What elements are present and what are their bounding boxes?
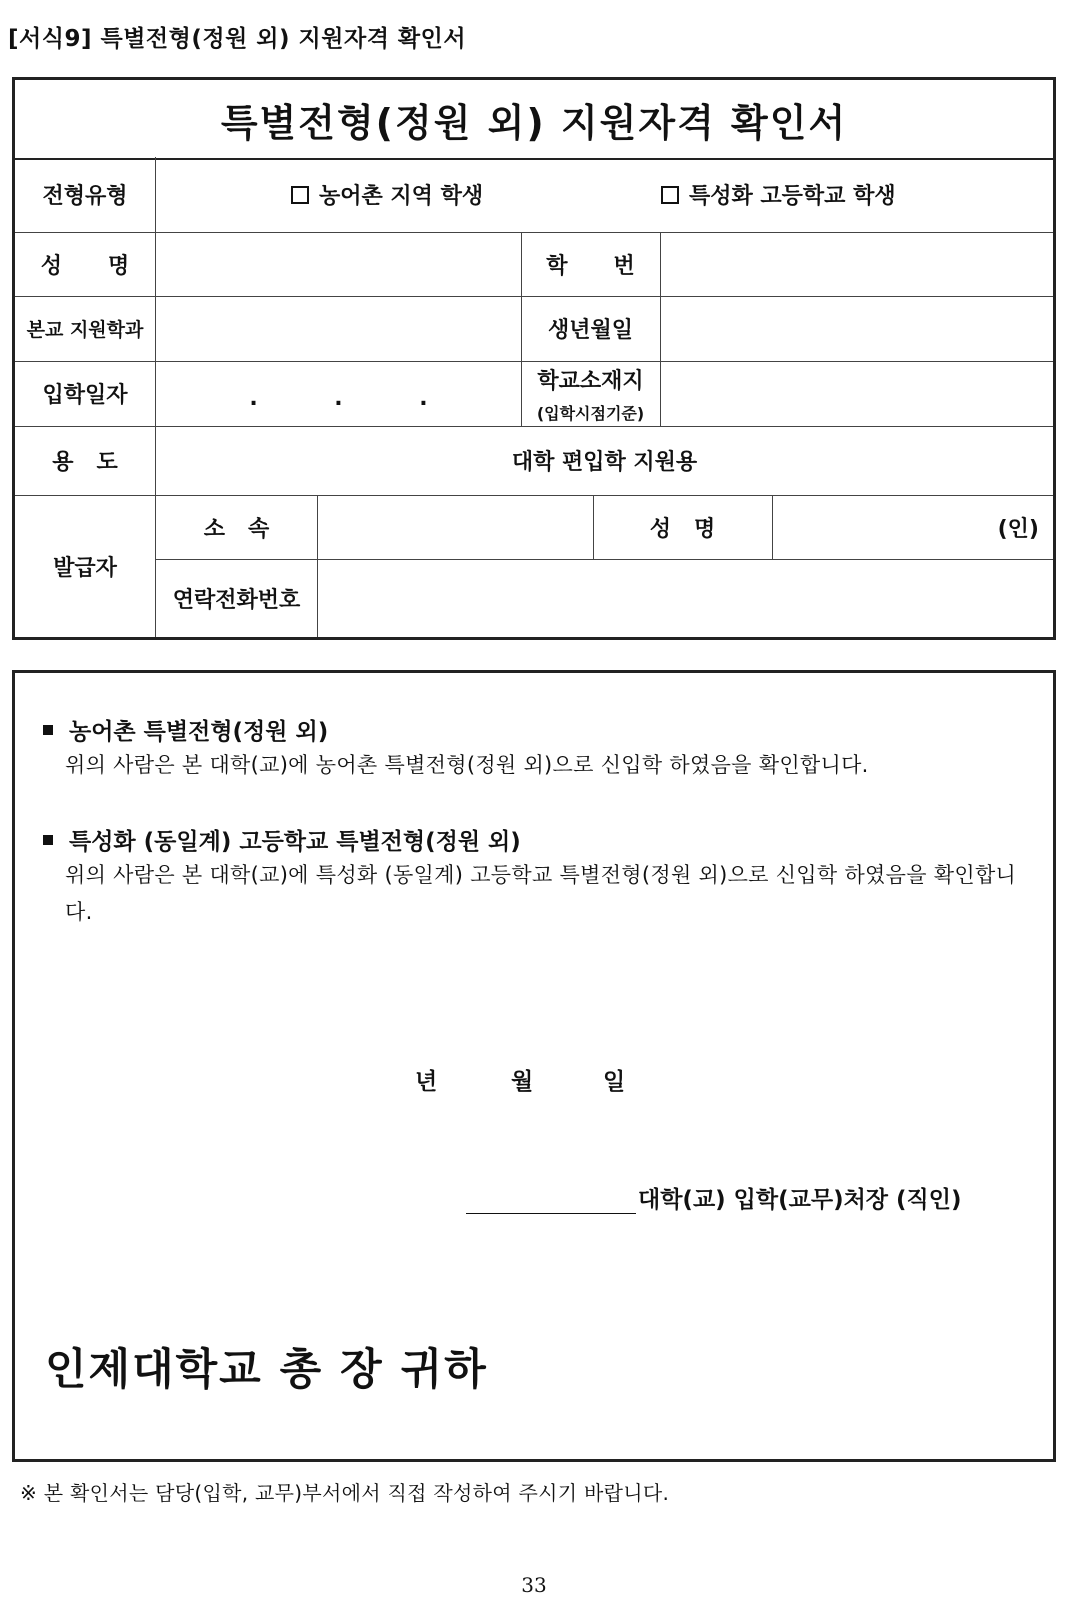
option-rural-label: 농어촌 지역 학생	[319, 184, 484, 209]
section2-text	[65, 857, 1035, 931]
purpose-value: 대학 편입학 지원용	[511, 450, 698, 475]
section2-heading	[43, 823, 521, 856]
phone-field[interactable]	[318, 559, 1053, 637]
dept-field[interactable]	[156, 296, 521, 361]
section2-text-line2: 다.	[65, 900, 93, 924]
admit-date-dots: . . .	[249, 386, 428, 411]
type-label: 전형유형	[42, 184, 128, 209]
school-loc-sub: (입학시점기준)	[536, 403, 645, 423]
student-no-label: 학 번	[546, 253, 635, 279]
school-loc-field[interactable]	[661, 361, 1053, 426]
section2-text-line1: 위의 사람은 본 대학(교)에 특성화 (동일계) 고등학교 특별전형(정원 외)으로 신입학 하였음을 확인합니	[65, 863, 1017, 887]
dept-label: 본교 지원학과	[26, 319, 144, 341]
admit-date-field[interactable]	[156, 361, 521, 426]
checkbox-icon[interactable]	[661, 186, 679, 204]
seal-label: (인)	[997, 516, 1039, 542]
name-field[interactable]	[156, 232, 521, 296]
section2-title: 특성화 (동일계) 고등학교 특별전형(정원 외)	[69, 829, 521, 855]
bullet-square-icon	[43, 725, 53, 735]
confirmation-box	[12, 670, 1056, 1462]
section1-text: 위의 사람은 본 대학(교)에 농어촌 특별전형(정원 외)으로 신입학 하였음을 확인합니다.	[65, 753, 869, 777]
document-label: [서식9] 특별전형(정원 외) 지원자격 확인서	[8, 26, 467, 52]
issuer-name-field[interactable]	[773, 495, 1053, 559]
phone-label: 연락전화번호	[172, 587, 301, 613]
option-specialized-label: 특성화 고등학교 학생	[689, 184, 896, 209]
signature-text: 대학(교) 입학(교무)처장 (직인)	[638, 1187, 962, 1213]
student-no-field[interactable]	[661, 232, 1053, 296]
checkbox-icon[interactable]	[291, 186, 309, 204]
name-label: 성 명	[40, 253, 130, 279]
form-table	[12, 77, 1056, 640]
recipient: 인제대학교 총 장 귀하	[45, 1345, 488, 1395]
section1-title: 농어촌 특별전형(정원 외)	[69, 719, 329, 745]
form-title: 특별전형(정원 외) 지원자격 확인서	[15, 80, 1053, 160]
month-label: 월	[511, 1069, 534, 1095]
day-label: 일	[603, 1069, 626, 1095]
type-options	[155, 157, 1053, 232]
issuer-label: 발급자	[53, 555, 117, 581]
affiliation-field[interactable]	[318, 495, 593, 559]
year-label: 년	[415, 1069, 438, 1095]
school-loc-cell	[521, 361, 660, 426]
birth-field[interactable]	[661, 296, 1053, 361]
admit-date-label: 입학일자	[42, 383, 128, 408]
option-specialized-student[interactable]	[661, 179, 896, 210]
school-loc-label: 학교소재지	[537, 368, 644, 394]
affiliation-label: 소 속	[203, 516, 270, 542]
option-rural-student[interactable]	[291, 179, 483, 210]
bullet-square-icon	[43, 835, 53, 845]
signature-line	[466, 1181, 961, 1214]
birth-label: 생년월일	[547, 318, 633, 343]
section1-heading	[43, 713, 328, 746]
date-line	[415, 1063, 625, 1096]
university-name-blank[interactable]	[466, 1189, 636, 1214]
footnote: ※ 본 확인서는 담당(입학, 교무)부서에서 직접 작성하여 주시기 바랍니다.	[20, 1481, 670, 1505]
page-number: 33	[521, 1573, 547, 1597]
purpose-label: 용 도	[52, 450, 118, 475]
issuer-name-label: 성 명	[649, 516, 716, 542]
